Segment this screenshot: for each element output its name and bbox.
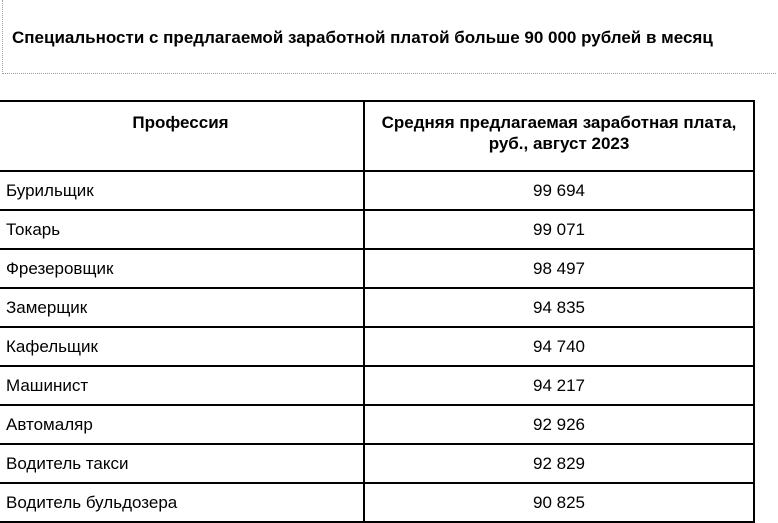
- table-row: [0, 210, 754, 249]
- table-row: [0, 288, 754, 327]
- table-row: [0, 444, 754, 483]
- cell-salary: 90 825: [364, 483, 754, 522]
- cell-salary: 94 740: [364, 327, 754, 366]
- cell-profession: Бурильщик: [0, 171, 364, 210]
- cell-salary: 99 694: [364, 171, 754, 210]
- cell-profession: Автомаляр: [0, 405, 364, 444]
- table-row: [0, 366, 754, 405]
- cell-profession: Кафельщик: [0, 327, 364, 366]
- table-row: [0, 171, 754, 210]
- salary-table: [0, 100, 755, 523]
- cell-profession: Машинист: [0, 366, 364, 405]
- table-row: [0, 249, 754, 288]
- table-row: [0, 405, 754, 444]
- page-title: Специальности с предлагаемой заработной платой больше 90 000 рублей в месяц: [12, 28, 713, 47]
- title-box: [2, 0, 776, 74]
- cell-profession: Замерщик: [0, 288, 364, 327]
- cell-profession: Токарь: [0, 210, 364, 249]
- cell-profession: Фрезеровщик: [0, 249, 364, 288]
- cell-salary: 92 926: [364, 405, 754, 444]
- cell-salary: 92 829: [364, 444, 754, 483]
- header-profession: Профессия: [0, 101, 364, 171]
- cell-profession: Водитель такси: [0, 444, 364, 483]
- cell-salary: 94 835: [364, 288, 754, 327]
- cell-profession: Водитель бульдозера: [0, 483, 364, 522]
- table-row: [0, 327, 754, 366]
- table-row: [0, 483, 754, 522]
- header-salary: Средняя предлагаемая заработная плата, руб., август 2023: [364, 101, 754, 171]
- cell-salary: 99 071: [364, 210, 754, 249]
- cell-salary: 94 217: [364, 366, 754, 405]
- cell-salary: 98 497: [364, 249, 754, 288]
- table-header-row: [0, 101, 754, 171]
